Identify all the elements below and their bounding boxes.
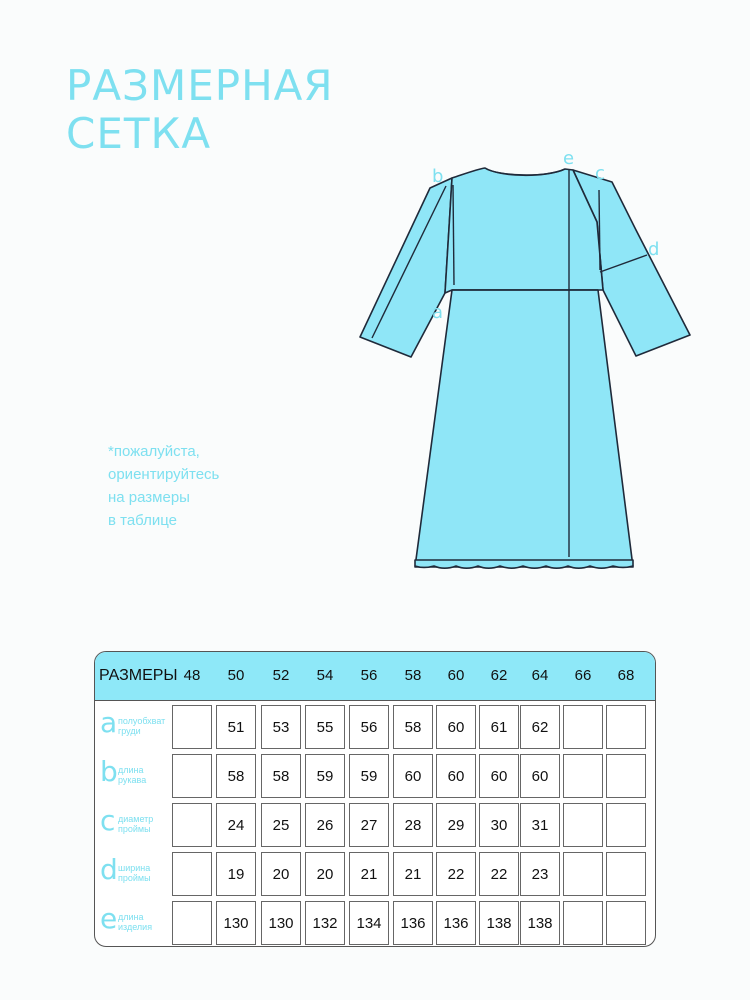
table-cell: 60 (436, 705, 476, 749)
table-row (95, 751, 655, 801)
table-row (95, 849, 655, 899)
table-cell (606, 803, 646, 847)
note-line-4: в таблице (108, 512, 177, 529)
table-cell: 29 (436, 803, 476, 847)
table-cell (172, 803, 212, 847)
size-header-48: 48 (183, 667, 201, 684)
table-cell: 21 (349, 852, 389, 896)
table-cell: 138 (479, 901, 519, 945)
table-cell: 58 (216, 754, 256, 798)
table-cell: 31 (520, 803, 560, 847)
size-header-58: 58 (404, 667, 422, 684)
dress-label-d: d (648, 239, 660, 260)
table-cell: 56 (349, 705, 389, 749)
table-cell (606, 705, 646, 749)
row-letter: b (100, 755, 118, 788)
size-header-64: 64 (531, 667, 549, 684)
table-cell: 20 (261, 852, 301, 896)
table-cell (563, 754, 603, 798)
row-description-line-2: проймы (118, 873, 151, 883)
size-header-label: РАЗМЕРЫ (99, 667, 178, 684)
table-row (95, 898, 655, 947)
table-cell (606, 754, 646, 798)
row-letter: c (100, 804, 116, 837)
table-cell: 28 (393, 803, 433, 847)
table-cell: 138 (520, 901, 560, 945)
table-cell: 26 (305, 803, 345, 847)
row-description (118, 863, 151, 883)
row-letter: e (100, 902, 118, 935)
table-cell: 55 (305, 705, 345, 749)
table-cell: 136 (393, 901, 433, 945)
note-line-1: *пожалуйста, (108, 443, 200, 460)
table-cell: 136 (436, 901, 476, 945)
size-header-60: 60 (447, 667, 465, 684)
row-description-line-2: проймы (118, 824, 151, 834)
dress-label-b: b (432, 166, 444, 187)
table-cell: 60 (520, 754, 560, 798)
table-row (95, 800, 655, 850)
table-cell: 59 (305, 754, 345, 798)
table-cell (172, 705, 212, 749)
table-cell: 59 (349, 754, 389, 798)
row-letter: a (100, 706, 118, 739)
size-header-66: 66 (574, 667, 592, 684)
size-table-header (95, 652, 655, 701)
table-cell: 27 (349, 803, 389, 847)
row-description-line-2: рукава (118, 775, 147, 785)
row-description-line-1: длина (118, 912, 144, 922)
page-title (66, 62, 334, 158)
table-cell (563, 803, 603, 847)
note-line-2: ориентируйтесь (108, 466, 220, 483)
row-description (118, 912, 152, 932)
table-cell: 23 (520, 852, 560, 896)
table-cell: 132 (305, 901, 345, 945)
table-cell (172, 754, 212, 798)
title-line-2: СЕТКА (66, 109, 212, 158)
table-cell: 24 (216, 803, 256, 847)
size-header-62: 62 (490, 667, 508, 684)
table-cell (606, 901, 646, 945)
table-cell: 58 (393, 705, 433, 749)
table-cell: 130 (261, 901, 301, 945)
table-cell: 58 (261, 754, 301, 798)
row-description-line-1: диаметр (118, 814, 154, 824)
size-header-68: 68 (617, 667, 635, 684)
dress-label-c: c (595, 163, 605, 184)
table-cell: 25 (261, 803, 301, 847)
row-description (118, 765, 146, 785)
table-cell: 60 (479, 754, 519, 798)
table-cell: 19 (216, 852, 256, 896)
table-cell: 130 (216, 901, 256, 945)
table-cell (563, 852, 603, 896)
table-cell: 22 (436, 852, 476, 896)
note-line-3: на размеры (108, 489, 190, 506)
table-cell (172, 901, 212, 945)
size-header-50: 50 (227, 667, 245, 684)
table-cell: 22 (479, 852, 519, 896)
table-cell: 60 (393, 754, 433, 798)
row-description-line-1: ширина (118, 863, 151, 873)
row-description-line-1: полуобхват (118, 716, 166, 726)
table-row (95, 702, 655, 752)
row-description-line-2: груди (118, 726, 141, 736)
table-cell: 134 (349, 901, 389, 945)
table-cell (172, 852, 212, 896)
table-cell: 30 (479, 803, 519, 847)
table-cell: 62 (520, 705, 560, 749)
dress-illustration (350, 145, 710, 585)
title-line-1: РАЗМЕРНАЯ (66, 61, 334, 110)
table-cell: 53 (261, 705, 301, 749)
table-cell: 21 (393, 852, 433, 896)
row-description (118, 814, 153, 834)
size-note (108, 440, 219, 532)
row-description-line-2: изделия (118, 922, 153, 932)
table-cell: 20 (305, 852, 345, 896)
table-cell: 51 (216, 705, 256, 749)
table-cell (606, 852, 646, 896)
dress-label-a: a (432, 302, 444, 323)
dress-label-e: e (563, 148, 575, 169)
size-header-54: 54 (316, 667, 334, 684)
row-description-line-1: длина (118, 765, 144, 775)
table-cell (563, 901, 603, 945)
table-cell: 61 (479, 705, 519, 749)
size-header-52: 52 (272, 667, 290, 684)
table-cell (563, 705, 603, 749)
size-header-56: 56 (360, 667, 378, 684)
row-letter: d (100, 853, 118, 886)
row-description (118, 716, 165, 736)
table-cell: 60 (436, 754, 476, 798)
size-table (94, 651, 656, 947)
